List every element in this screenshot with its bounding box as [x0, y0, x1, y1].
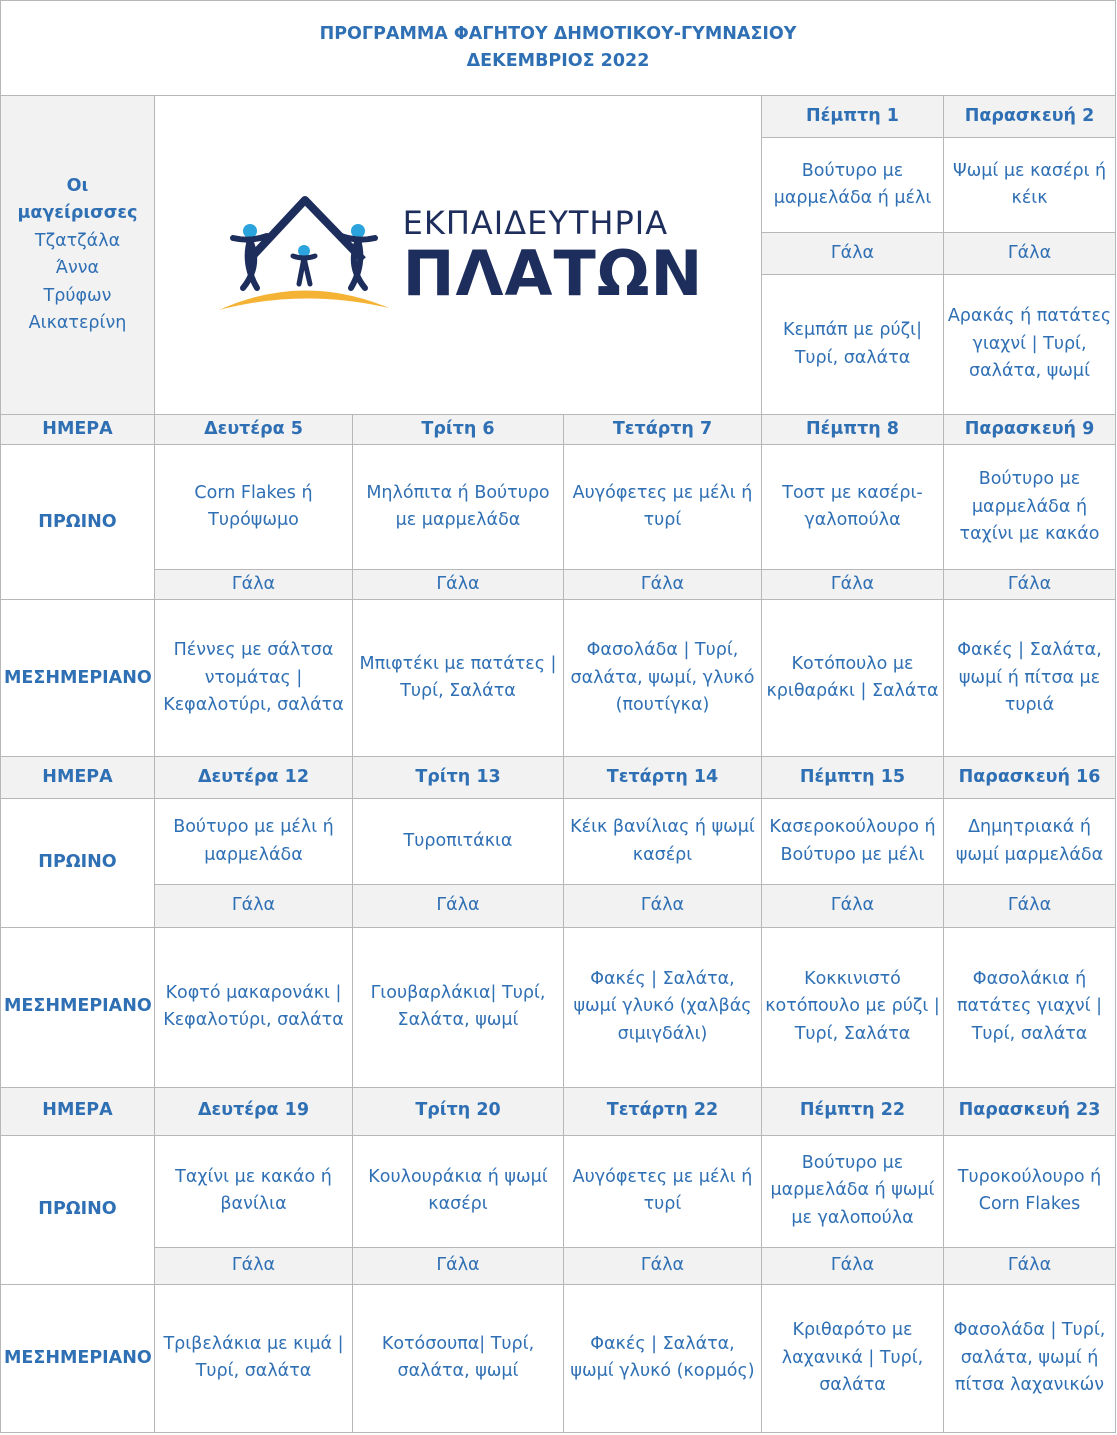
lunch-label: ΜΕΣΗΜΕΡΙΑΝΟ [1, 927, 155, 1087]
breakfast-cell: Τυροπιτάκια [353, 799, 564, 884]
day-header: Παρασκευή 9 [944, 415, 1116, 445]
lunch-cell: Τριβελάκια με κιμά | Τυρί, σαλάτα [155, 1284, 353, 1432]
cook-name: Άννα [55, 258, 100, 279]
milk-cell: Γάλα [353, 884, 564, 927]
day-header: Πέμπτη 1 [762, 96, 944, 138]
day-header: Πέμπτη 22 [762, 1087, 944, 1135]
breakfast-cell: Δημητριακά ή ψωμί μαρμελάδα [944, 799, 1116, 884]
day-header: Τετάρτη 22 [564, 1087, 762, 1135]
milk-cell: Γάλα [564, 570, 762, 600]
lunch-label: ΜΕΣΗΜΕΡΙΑΝΟ [1, 600, 155, 757]
milk-cell: Γάλα [353, 570, 564, 600]
logo-emblem-icon [213, 190, 393, 320]
lunch-cell: Φασολάκια ή πατάτες γιαχνί | Τυρί, σαλάτα [944, 927, 1116, 1087]
breakfast-cell: Corn Flakes ή Τυρόψωμο [155, 445, 353, 570]
lunch-cell: Γιουβαρλάκια| Τυρί, Σαλάτα, ψωμί [353, 927, 564, 1087]
breakfast-cell: Τυροκούλουρο ή Corn Flakes [944, 1135, 1116, 1247]
page-title [1, 1, 1116, 96]
lunch-cell: Κεμπάπ με ρύζι| Τυρί, σαλάτα [762, 275, 944, 415]
breakfast-cell: Αυγόφετες με μέλι ή τυρί [564, 445, 762, 570]
day-label: ΗΜΕΡΑ [1, 757, 155, 799]
milk-cell: Γάλα [155, 570, 353, 600]
lunch-cell: Φασολάδα | Τυρί, σαλάτα, ψωμί, γλυκό (πουτίγκα) [564, 600, 762, 757]
lunch-cell: Φακές | Σαλάτα, ψωμί ή πίτσα με τυριά [944, 600, 1116, 757]
breakfast-cell: Βούτυρο με μαρμελάδα ή ταχίνι με κακάο [944, 445, 1116, 570]
day-header: Πέμπτη 15 [762, 757, 944, 799]
title-line-1: ΠΡΟΓΡΑΜΜΑ ΦΑΓΗΤΟΥ ΔΗΜΟΤΙΚΟΥ-ΓΥΜΝΑΣΙΟΥ [319, 23, 797, 44]
logo-text-bottom: ΠΛΑΤΩΝ [402, 237, 704, 311]
cooks-heading: Οι μαγείρισσες [17, 175, 138, 224]
cook-name: Τρύφων [43, 285, 112, 306]
lunch-cell: Φακές | Σαλάτα, ψωμί γλυκό (χαλβάς σιμιγδάλι) [564, 927, 762, 1087]
breakfast-cell: Κασεροκούλουρο ή Βούτυρο με μέλι [762, 799, 944, 884]
lunch-cell: Κριθαρότο με λαχανικά | Τυρί, σαλάτα [762, 1284, 944, 1432]
breakfast-cell: Βούτυρο με μαρμελάδα ή ψωμί με γαλοπούλα [762, 1135, 944, 1247]
cook-name: Τζατζάλα [34, 230, 121, 251]
day-header: Δευτέρα 12 [155, 757, 353, 799]
milk-cell: Γάλα [353, 1247, 564, 1284]
breakfast-cell: Κέικ βανίλιας ή ψωμί κασέρι [564, 799, 762, 884]
breakfast-cell: Ταχίνι με κακάο ή βανίλια [155, 1135, 353, 1247]
milk-cell: Γάλα [564, 1247, 762, 1284]
milk-cell: Γάλα [944, 884, 1116, 927]
lunch-cell: Κοτόσουπα| Τυρί, σαλάτα, ψωμί [353, 1284, 564, 1432]
school-logo [155, 96, 762, 415]
lunch-cell: Μπιφτέκι με πατάτες | Τυρί, Σαλάτα [353, 600, 564, 757]
day-header: Τρίτη 6 [353, 415, 564, 445]
breakfast-cell: Κουλουράκια ή ψωμί κασέρι [353, 1135, 564, 1247]
milk-cell: Γάλα [762, 233, 944, 275]
title-line-2: ΔΕΚΕΜΒΡΙΟΣ 2022 [466, 51, 650, 72]
logo-text-top: ΕΚΠΑΙΔΕΥΤΗΡΙΑ [402, 204, 669, 243]
breakfast-cell: Βούτυρο με μέλι ή μαρμελάδα [155, 799, 353, 884]
day-header: Δευτέρα 19 [155, 1087, 353, 1135]
day-header: Τρίτη 13 [353, 757, 564, 799]
lunch-cell: Κοτόπουλο με κριθαράκι | Σαλάτα [762, 600, 944, 757]
breakfast-cell: Βούτυρο με μαρμελάδα ή μέλι [762, 138, 944, 233]
milk-cell: Γάλα [762, 1247, 944, 1284]
milk-cell: Γάλα [944, 233, 1116, 275]
day-label: ΗΜΕΡΑ [1, 415, 155, 445]
day-header: Παρασκευή 23 [944, 1087, 1116, 1135]
breakfast-label: ΠΡΩΙΝΟ [1, 799, 155, 927]
day-header: Τετάρτη 14 [564, 757, 762, 799]
day-header: Παρασκευή 2 [944, 96, 1116, 138]
breakfast-label: ΠΡΩΙΝΟ [1, 445, 155, 600]
lunch-cell: Φακές | Σαλάτα, ψωμί γλυκό (κορμός) [564, 1284, 762, 1432]
lunch-cell: Πέννες με σάλτσα ντομάτας | Κεφαλοτύρι, σαλάτα [155, 600, 353, 757]
lunch-cell: Κοκκινιστό κοτόπουλο με ρύζι | Τυρί, Σαλάτα [762, 927, 944, 1087]
lunch-cell: Κοφτό μακαρονάκι | Κεφαλοτύρι, σαλάτα [155, 927, 353, 1087]
milk-cell: Γάλα [564, 884, 762, 927]
day-header: Παρασκευή 16 [944, 757, 1116, 799]
milk-cell: Γάλα [944, 570, 1116, 600]
breakfast-label: ΠΡΩΙΝΟ [1, 1135, 155, 1284]
milk-cell: Γάλα [762, 884, 944, 927]
day-header: Τετάρτη 7 [564, 415, 762, 445]
lunch-cell: Φασολάδα | Τυρί, σαλάτα, ψωμί ή πίτσα λαχανικών [944, 1284, 1116, 1432]
breakfast-cell: Ψωμί με κασέρι ή κέικ [944, 138, 1116, 233]
breakfast-cell: Αυγόφετες με μέλι ή τυρί [564, 1135, 762, 1247]
breakfast-cell: Μηλόπιτα ή Βούτυρο με μαρμελάδα [353, 445, 564, 570]
cooks-panel [1, 96, 155, 415]
lunch-label: ΜΕΣΗΜΕΡΙΑΝΟ [1, 1284, 155, 1432]
day-header: Πέμπτη 8 [762, 415, 944, 445]
milk-cell: Γάλα [762, 570, 944, 600]
milk-cell: Γάλα [155, 884, 353, 927]
breakfast-cell: Τοστ με κασέρι-γαλοπούλα [762, 445, 944, 570]
milk-cell: Γάλα [155, 1247, 353, 1284]
lunch-cell: Αρακάς ή πατάτες γιαχνί | Τυρί, σαλάτα, ψωμί [944, 275, 1116, 415]
day-label: ΗΜΕΡΑ [1, 1087, 155, 1135]
day-header: Τρίτη 20 [353, 1087, 564, 1135]
day-header: Δευτέρα 5 [155, 415, 353, 445]
cook-name: Αικατερίνη [28, 313, 127, 334]
milk-cell: Γάλα [944, 1247, 1116, 1284]
